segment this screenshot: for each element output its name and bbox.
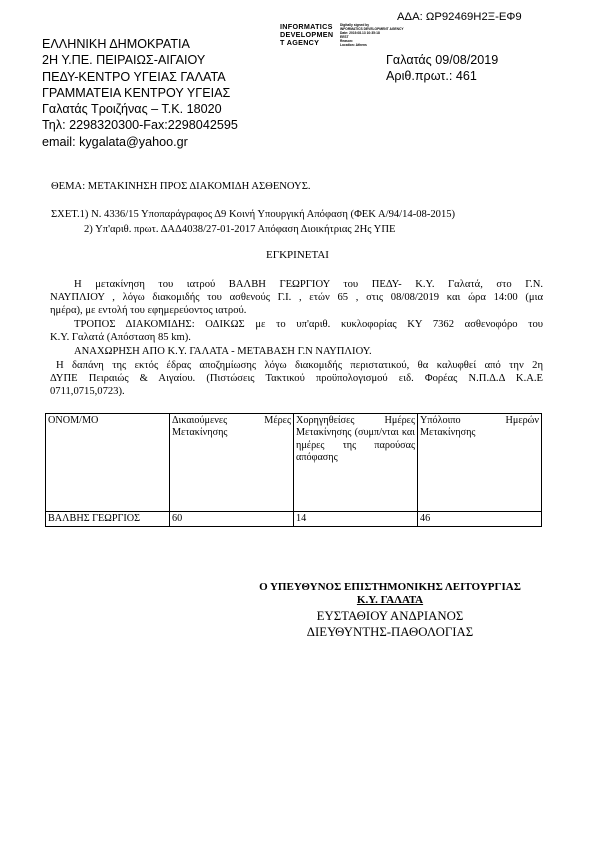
table-header-granted: Χορηγηθείσες Ημέρες Μετακίνησης (συμπ/νται και ημέρες της παρούσας απόφασης [294,414,418,512]
subject-line: ΘΕΜΑ: ΜΕΤΑΚΙΝΗΣΗ ΠΡΟΣ ΔΙΑΚΟΜΙΔΗ ΑΣΘΕΝΟΥΣ. [51,181,311,192]
letterhead-line-center: ΠΕΔΥ-ΚΕΝΤΡΟ ΥΓΕΙΑΣ ΓΑΛΑΤΑ [42,69,226,84]
ada-code: ΑΔΑ: ΩΡ92469Η2Ξ-ΕΦ9 [397,11,522,23]
letterhead-line-phone: Τηλ: 2298320300-Fax:2298042595 [42,118,238,133]
doc-protocol: Αριθ.πρωτ.: 461 [386,69,477,83]
body-para-4-line-2: ΔΥΠΕ Πειραιώς & Αιγαίου. (Πιστώσεις Τακτικού προϋπολογισμού ειδ. Φορέας Ν.Π.Δ.Δ Κ.Α.Ε [50,373,543,384]
table-header-entitled: Δικαιούμενες Μέρες Μετακίνησης [170,414,294,512]
stamp-logo-line: DEVELOPMEN [280,30,334,39]
body-para-1-line-1: Η μετακίνηση του ιατρού ΒΑΛΒΗ ΓΕΩΡΓΙΟΥ του ΠΕΔΥ- Κ.Υ. Γαλατά, στο Γ.Ν. [74,279,543,290]
letterhead [42,36,238,150]
reference-2: 2) Υπ'αριθ. πρωτ. ΔΑΔ4038/27-01-2017 Απόφαση Διοικήτριας 2Ης ΥΠΕ [84,224,396,235]
stamp-detail: Digitally signed by [340,23,370,27]
body-para-1-line-2: ΝΑΥΠΛΙΟΥ , λόγω διακομιδής του ασθενούς Γ.Ι. , ετών 65 , στις 08/08/2019 και ώρα 14:00 (μια [50,292,543,303]
stamp-detail: Location: Athens [340,43,367,47]
letterhead-line-email: email: kygalata@yahoo.gr [42,134,188,149]
signature-title: Ο ΥΠΕΥΘΥΝΟΣ ΕΠΙΣΤΗΜΟΝΙΚΗΣ ΛΕΙΤΟΥΡΓΙΑΣ [259,581,521,593]
stamp-detail: INFORMATICS DEVELOPMENT AGENCY [340,27,404,31]
table-cell-name: ΒΑΛΒΗΣ ΓΕΩΡΓΙΟΣ [46,512,170,527]
stamp-detail: EEST [340,35,349,39]
body-para-2-line-2: Κ.Υ. Γαλατά (Απόσταση 85 km). [50,332,191,343]
body-para-3: ΑΝΑΧΩΡΗΣΗ ΑΠΟ Κ.Υ. ΓΑΛΑΤΑ - ΜΕΤΑΒΑΣΗ Γ.Ν ΝΑΥΠΛΙΟΥ. [74,346,372,357]
letterhead-line-office: ΓΡΑΜΜΑΤΕΙΑ ΚΕΝΤΡΟΥ ΥΓΕΙΑΣ [42,85,231,100]
signatory-name: ΕΥΣΤΑΘΙΟΥ ΑΝΔΡΙΑΝΟΣ [316,609,464,623]
stamp-logo-line: T AGENCY [280,38,320,47]
table-cell-remaining: 46 [418,512,542,527]
table-row [46,512,542,527]
table-header-name: ΟΝΟΜ/ΜΟ [46,414,170,512]
stamp-detail: Reason: [340,39,354,43]
signature-unit: Κ.Υ. ΓΑΛΑΤΑ [356,594,424,606]
letterhead-line-address: Γαλατάς Τροιζήνας – Τ.Κ. 18020 [42,102,222,117]
body-para-4-line-3: 0711,0715,0723). [50,386,125,397]
table-header-remaining: Υπόλοιπο Ημερών Μετακίνησης [418,414,542,512]
doc-meta [386,52,498,84]
letterhead-line-country: ΕΛΛΗΝΙΚΗ ΔΗΜΟΚΡΑΤΙΑ [42,37,190,51]
table-header-row [46,414,542,512]
table-cell-entitled: 60 [170,512,294,527]
travel-days-table [45,413,542,527]
reference-1: ΣΧΕΤ.1) Ν. 4336/15 Υποπαράγραφος Δ9 Κοινή Υπουργική Απόφαση (ΦΕΚ Α/94/14-08-2015) [51,209,456,220]
table-cell-granted: 14 [294,512,418,527]
signatory-role: ΔΙΕΥΘΥΝΤΗΣ-ΠΑΘΟΛΟΓΙΑΣ [306,625,474,639]
doc-date: Γαλατάς 09/08/2019 [386,53,499,67]
body-para-2-line-1: ΤΡΟΠΟΣ ΔΙΑΚΟΜΙΔΗΣ: ΟΔΙΚΩΣ με το υπ'αριθ. κυκλοφορίας ΚΥ 7362 ασθενοφόρο του [74,319,543,330]
letterhead-line-region: 2Η Υ.ΠΕ. ΠΕΙΡΑΙΩΣ-ΑΙΓΑΙΟΥ [42,53,206,68]
body-para-1-line-3: ημέρα), με εντολή του εφημερεύοντος ιατρού. [50,305,247,316]
body-para-4-line-1: Η δαπάνη της εκτός έδρας αποζημίωσης λόγω διακομιδής περιστατικού, θα καλυφθεί από την 2η [56,360,543,371]
stamp-logo-line: INFORMATICS [280,22,333,31]
approval-heading: ΕΓΚΡΙΝΕΤΑΙ [266,249,329,261]
stamp-detail: Date: 2019.08.13 10:35:18 [340,31,380,35]
